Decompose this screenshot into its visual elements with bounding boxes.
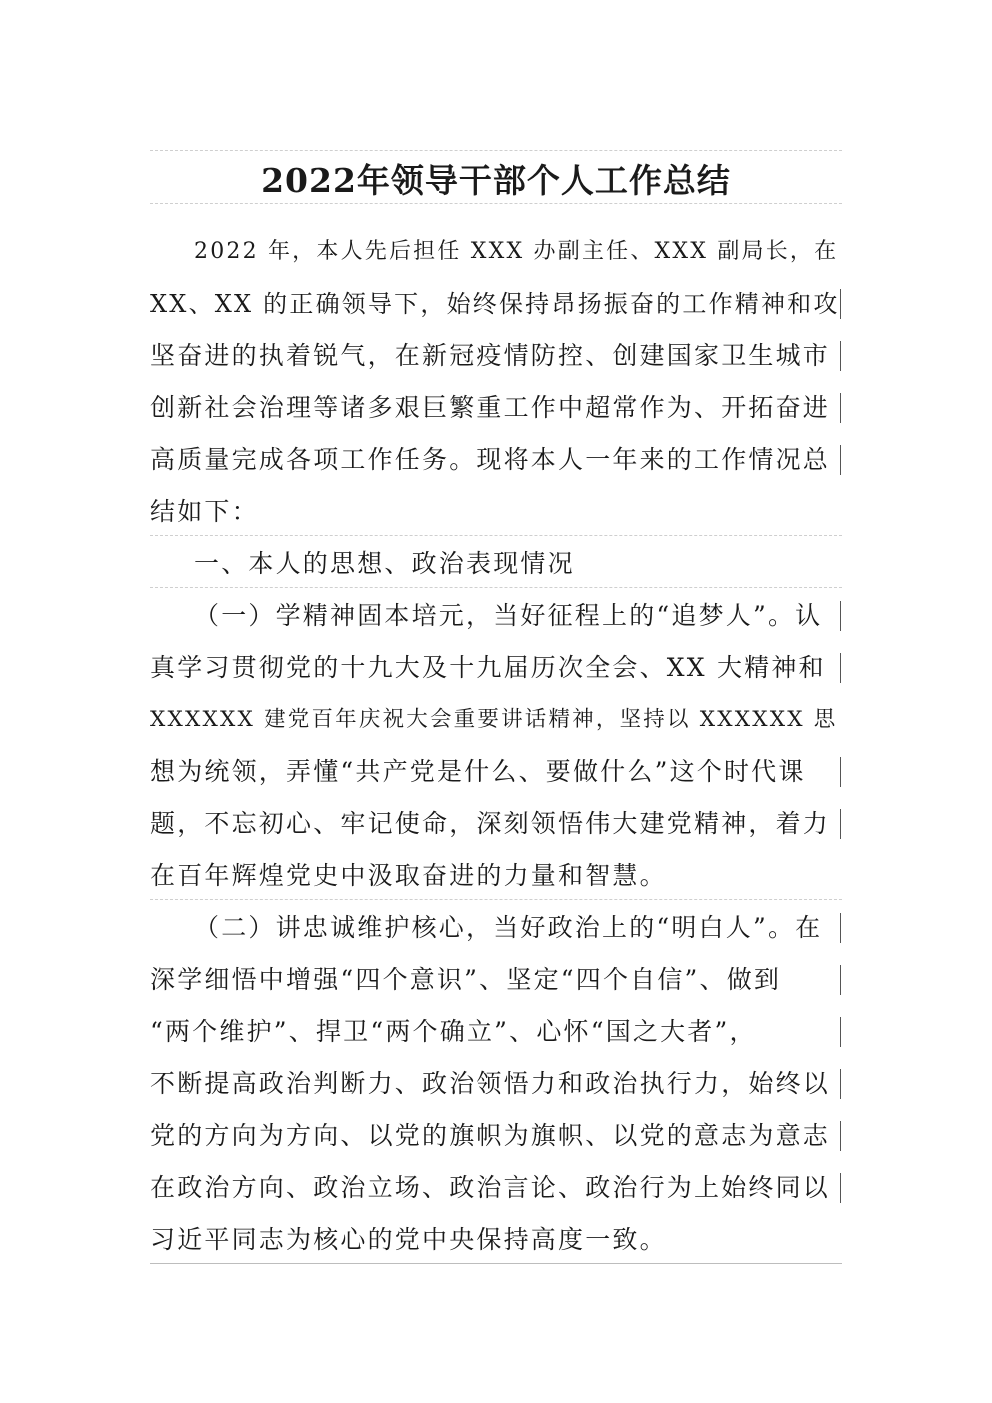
text-line: 在政治方向、政治立场、政治言论、政治行为上始终同以 [150, 1173, 831, 1202]
text-line: 深学细悟中增强“四个意识”、坚定“四个自信”、做到 [150, 965, 782, 994]
margin-mark [840, 653, 841, 683]
margin-mark [840, 913, 841, 943]
text-line: 在百年辉煌党史中汲取奋进的力量和智慧。 [150, 861, 667, 890]
text-line: XX、XX 的正确领导下，始终保持昂扬振奋的工作精神和攻 [150, 290, 840, 318]
text-line: 高质量完成各项工作任务。现将本人一年来的工作情况总 [150, 445, 831, 474]
text-line: 坚奋进的执着锐气，在新冠疫情防控、创建国家卫生城市 [150, 341, 831, 370]
text-line: 创新社会治理等诸多艰巨繁重工作中超常作为、开拓奋进 [150, 393, 831, 422]
margin-mark [840, 1121, 841, 1151]
text-line: 结如下： [150, 497, 259, 526]
text-line: （二）讲忠诚维护核心，当好政治上的“明白人”。在 [194, 913, 823, 942]
margin-mark [840, 289, 841, 319]
margin-mark [840, 445, 841, 475]
margin-mark [840, 1173, 841, 1203]
text-line: 题，不忘初心、牢记使命，深刻领悟伟大建党精神，着力 [150, 809, 831, 838]
text-line: 党的方向为方向、以党的旗帜为旗帜、以党的意志为意志 [150, 1121, 831, 1150]
margin-mark [840, 601, 841, 631]
title-top-rule [150, 150, 842, 151]
text-line: 真学习贯彻党的十九大及十九届历次全会、XX 大精神和 [150, 653, 826, 682]
text-line: “两个维护”、捍卫“两个确立”、心怀“国之大者”， [150, 1017, 757, 1046]
section-rule [150, 535, 842, 536]
text-line: 想为统领，弄懂“共产党是什么、要做什么”这个时代课 [150, 757, 806, 786]
page-bottom-rule [150, 1263, 842, 1264]
margin-mark [840, 393, 841, 423]
section-heading: 一、本人的思想、政治表现情况 [194, 549, 575, 578]
margin-mark [840, 757, 841, 787]
document-title: 2022年领导干部个人工作总结 [261, 161, 731, 200]
section-rule [150, 899, 842, 900]
margin-mark [840, 809, 841, 839]
text-line: 习近平同志为核心的党中央保持高度一致。 [150, 1225, 667, 1254]
title-bottom-rule [150, 203, 842, 204]
text-line: 不断提高政治判断力、政治领悟力和政治执行力，始终以 [150, 1069, 831, 1098]
section-rule [150, 587, 842, 588]
text-line: XXXXXX 建党百年庆祝大会重要讲话精神，坚持以 XXXXXX 思 [150, 707, 838, 732]
margin-mark [840, 965, 841, 995]
margin-mark [840, 1017, 841, 1047]
margin-mark [840, 1069, 841, 1099]
text-line: 2022 年，本人先后担任 XXX 办副主任、XXX 副局长，在 [194, 239, 839, 264]
margin-mark [840, 341, 841, 371]
text-line: （一）学精神固本培元，当好征程上的“追梦人”。认 [194, 601, 823, 630]
